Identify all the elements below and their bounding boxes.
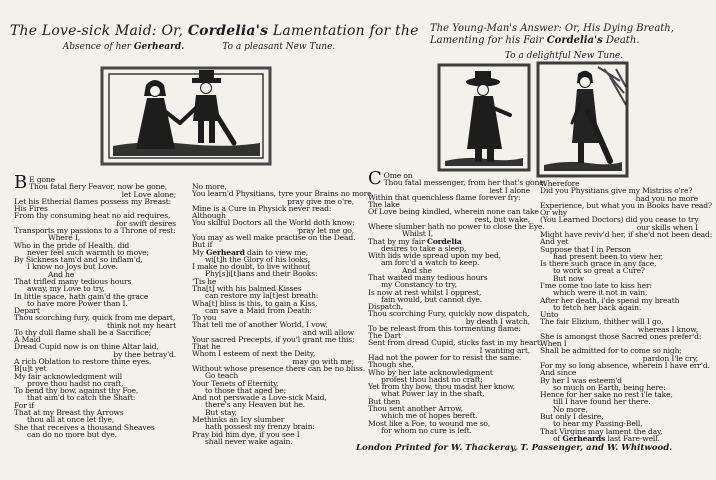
- verse-line: I make no doubt, to live without: [192, 262, 311, 272]
- verse-line: No more,: [553, 404, 588, 414]
- left-ballad-subtitle: Absence of her Gerheard.: [62, 42, 185, 52]
- verse-line: I'me come too late to kiss her:: [540, 280, 652, 290]
- mourner-woodcut-image: [536, 61, 629, 178]
- verse-line: Dispatch,: [368, 302, 404, 312]
- verse-line: whereas I know,: [637, 324, 698, 334]
- verse-line: Methinks an Icy slumber: [192, 415, 285, 424]
- verse-line: Without whose presence there can be no bliss.: [192, 364, 366, 374]
- verse-line: To you: [192, 313, 217, 323]
- verse-line: Pray bid him dye, if you see I: [192, 429, 300, 439]
- verse-line: In little space, hath gain'd the grace: [14, 291, 149, 301]
- verse-line: can do no more but dye.: [27, 429, 117, 439]
- verse-line: may go with me;: [292, 356, 354, 366]
- woman-figure: [136, 80, 180, 149]
- verse-line: A Maid: [14, 335, 41, 345]
- verse-line: Thou fatal messenger, from her that's gone,: [383, 178, 546, 188]
- verse-line: to work so great a Cure?: [553, 266, 645, 276]
- verse-line: No more,: [192, 182, 227, 191]
- verse-line: You learn'd Physitians, tyre your Brains no more,: [192, 189, 374, 199]
- left-ballad-title: The Love-sick Maid: Or, Cordelia's Lamentation for the: [10, 23, 419, 39]
- verse-line: Most like a Foe, to wound me so,: [368, 418, 491, 428]
- verse-line: Whom I esteem of next the Deity,: [192, 349, 316, 359]
- verse-line: Go teach: [205, 371, 239, 381]
- verse-line: what Power lay in the shaft,: [381, 389, 485, 399]
- verse-line: pray give me o're,: [287, 196, 354, 206]
- verse-line: You skilful Doctors all the World doth know;: [192, 218, 355, 228]
- verse-line: To be releast from this tormenting flame:: [368, 323, 521, 333]
- verse-line: From thy consuming heat no aid requires,: [14, 211, 171, 221]
- verse-line: thou all at once let flye,: [27, 415, 115, 425]
- verse-line: had present been to view her,: [553, 251, 663, 261]
- verse-line: Transports my passions to a Throne of rest:: [14, 225, 176, 235]
- verse-line: hath possest my frenzy brain:: [205, 422, 315, 432]
- verse-line: pardon I'le cry,: [642, 353, 698, 363]
- verse-line: lest I alone: [489, 185, 530, 195]
- verse-line: The lake: [368, 200, 400, 210]
- mourner-figure: [572, 71, 610, 163]
- verse-line: Whilst I,: [402, 229, 433, 239]
- verse-line: To bend thy bow, against thy Foe,: [14, 386, 139, 396]
- verse-column-answer-1: [368, 168, 546, 435]
- verse-line: Is there such grace in any face,: [540, 259, 657, 269]
- verse-line: Who by her late acknowledgment: [368, 367, 493, 377]
- verse-line: The Dart: [368, 331, 401, 341]
- verse-line: C Ome on: [368, 168, 413, 189]
- verse-line: think not my heart: [106, 320, 176, 330]
- verse-line: to hear my Passing-Bell,: [553, 419, 643, 429]
- verse-line: But if: [192, 240, 213, 250]
- verse-line: Thou scorching Fury, quickly now dispatch,: [368, 309, 530, 319]
- verse-line: For if: [14, 400, 34, 410]
- verse-line: profest thou hadst no craft;: [381, 374, 483, 384]
- verse-line: Although: [192, 211, 226, 221]
- verse-line: till I have found her there.: [553, 397, 651, 407]
- verse-line: Wherefore: [540, 179, 580, 188]
- verse-line: to those that aged be;: [205, 385, 287, 395]
- young-man-woodcut-image: [437, 63, 531, 172]
- right-ballad-title-line1: The Young-Man's Answer: Or, His Dying Breath,: [430, 23, 674, 34]
- verse-line: Tha[t] with his balmed Kisses: [192, 283, 302, 293]
- verse-line: I wanting art,: [479, 345, 530, 355]
- verse-line: That tell me of another World, I vow,: [192, 320, 328, 330]
- verse-line: by death I watch,: [465, 316, 530, 326]
- verse-line: Let his Etherial flames possess my Breast:: [14, 196, 172, 206]
- verse-line: which me of hopes bereft.: [381, 411, 478, 421]
- verse-line: let Love alone;: [121, 189, 176, 199]
- verse-line: Thou scorching fury, quick from me depart,: [14, 313, 176, 323]
- verse-column-maid-2: [192, 182, 374, 446]
- verse-line: That trifled many tedious hours: [14, 276, 132, 286]
- verse-line: Wha[t] bliss is this, to gain a Kiss,: [192, 298, 318, 308]
- verse-line: And not perswade a Love-sick Maid,: [192, 393, 327, 403]
- verse-line: Thou sent another Arrow,: [368, 404, 463, 413]
- right-ballad-tune-note: To a delightful New Tune.: [504, 51, 624, 61]
- drop-cap: B: [14, 172, 28, 193]
- verse-line: Did you Physitians give my Mistriss o're?: [540, 186, 693, 196]
- verse-line: Might have reviv'd her, if she'd not been dead:: [540, 229, 713, 239]
- verse-line: away, my Love to try,: [27, 284, 105, 294]
- verse-line: Of Love being kindled, wherein none can take: [368, 207, 539, 217]
- verse-line: After her death, i'de spend my breath: [540, 295, 680, 305]
- verse-line: But stay,: [205, 407, 237, 417]
- verse-line: But now: [553, 273, 584, 283]
- verse-line: Within that quenchless flame forever fry:: [368, 192, 521, 202]
- verse-column-maid-1: [14, 172, 192, 439]
- imprint-line: London Printed for W. Thackeray, T. Passenger, and W. Whitwood.: [356, 443, 673, 453]
- couple-woodcut-image: [100, 66, 272, 166]
- verse-line: my Constancy to try,: [381, 280, 457, 290]
- verse-line: That Virgins may lament the day,: [540, 426, 663, 436]
- verse-line: Or why: [540, 208, 568, 218]
- verse-line: My fair acknowledgment will: [14, 371, 123, 381]
- verse-line: for swift desires: [116, 218, 176, 228]
- verse-line: Phy[s]i[t]ians and their Books:: [205, 269, 318, 279]
- verse-line: Your sacred Precepts, if you'l grant me this;: [192, 334, 355, 344]
- verse-line: and will allow: [302, 327, 354, 337]
- verse-column-answer-2: [540, 180, 714, 442]
- verse-line: to have more Power than I.: [27, 298, 128, 308]
- verse-line: That at my Breast thy Arrows: [14, 408, 124, 417]
- left-ballad-tune-note: To a pleasant New Tune.: [222, 42, 336, 52]
- verse-line: Shall be admitted for to come so nigh;: [540, 346, 682, 356]
- verse-line: our skills when I: [636, 222, 698, 232]
- young-man-figure: [466, 71, 510, 162]
- verse-line: Your Tenets of Eternity,: [192, 378, 279, 388]
- verse-line: 'Tis he: [192, 276, 217, 286]
- verse-line: But only I desire,: [540, 412, 604, 421]
- verse-line: can restore my la[t]est breath:: [205, 291, 319, 301]
- verse-line: My Gerheard dain to view me,: [192, 247, 308, 257]
- verse-line: A rich Oblation to restore thine eyes.: [14, 357, 152, 367]
- verse-line: shall never wake again.: [205, 436, 293, 446]
- verse-line: Mine is a Cure in Physick never read:: [192, 203, 332, 213]
- verse-line: rest, but wake,: [474, 214, 530, 224]
- verse-line: Experience, but what you in Books have read?: [540, 200, 712, 210]
- man-figure: [180, 70, 234, 143]
- mourner-woodcut: [536, 61, 629, 178]
- verse-line: And he: [48, 269, 75, 279]
- verse-line: wi[t]h the Glory of his looks,: [205, 254, 310, 264]
- verse-line: And since: [540, 368, 577, 378]
- verse-line: am forc'd a watch to keep.: [381, 258, 480, 268]
- verse-line: But then: [368, 396, 401, 406]
- verse-line: Who in the pride of Health, did: [14, 240, 130, 250]
- verse-line: I know no Joys but Love.: [27, 262, 118, 272]
- verse-line: B E gone: [14, 172, 55, 193]
- verse-line: had you no more: [635, 193, 698, 203]
- verse-line: She is amongst those Sacred ones prefer'd:: [540, 331, 702, 341]
- verse-line: Suppose that I in Person: [540, 244, 631, 254]
- verse-line: which were it not in vain,: [553, 288, 648, 298]
- verse-line: Where slumber hath no power to close the Eye.: [368, 221, 545, 231]
- verse-line: With lids wide spread upon my bed,: [368, 251, 501, 261]
- verse-line: never feel such warmth to move;: [27, 247, 149, 257]
- verse-line: For my so long absence, wherein I have err'd.: [540, 361, 710, 371]
- verse-line: Where I,: [48, 233, 80, 243]
- verse-line: That he: [192, 342, 221, 352]
- verse-line: You may as well make practise on the Dead.: [192, 232, 356, 242]
- verse-line: of Gerheards last Fare-well.: [553, 433, 660, 443]
- verse-line: The fair Elizium, thither will I go,: [540, 317, 664, 327]
- verse-line: She that receives a thousand Sheaves: [14, 422, 155, 432]
- drop-cap: C: [368, 168, 382, 189]
- young-man-woodcut: [437, 63, 531, 172]
- verse-line: To thy dull flame shall be a Sacrifice;: [14, 327, 152, 337]
- verse-line: there's any Heaven but he.: [205, 400, 305, 410]
- verse-line: His Fires: [14, 204, 48, 214]
- verse-line: (You Learned Doctors) did you cease to try: [540, 215, 699, 225]
- verse-line: by thee betray'd.: [113, 349, 176, 359]
- couple-woodcut: [100, 66, 272, 166]
- verse-line: Hence for her sake no rest i'le take,: [540, 390, 673, 400]
- verse-line: that aim'd to catch the Shaft:: [27, 393, 136, 403]
- verse-line: Is now at rest whilst I opprest,: [368, 287, 482, 297]
- verse-line: Had not the power for to resist the same.: [368, 353, 522, 363]
- verse-line: prove thou hadst no craft,: [27, 378, 124, 388]
- verse-line: to fetch her back again.: [553, 302, 642, 312]
- verse-line: Yet from thy bow, thou madst her know,: [368, 382, 516, 392]
- left-ballad-subtitle-row: [10, 42, 388, 52]
- verse-line: By her I was esteem'd: [540, 375, 622, 385]
- verse-line: pray let me go,: [298, 225, 354, 235]
- verse-line: That by my fair Cordelia: [368, 236, 462, 246]
- verse-line: Sent from dread Cupid, sticks fast in my heart,: [368, 338, 542, 348]
- verse-line: That waited many tedious hours: [368, 272, 488, 282]
- verse-line: When I: [540, 339, 567, 349]
- verse-line: Though she,: [368, 360, 414, 370]
- verse-line: Dread Cupid now is on thine Altar laid,: [14, 342, 159, 352]
- verse-line: And she: [402, 265, 432, 275]
- left-ballad-header: [10, 23, 419, 52]
- verse-line: By Sickness tam'd and so inflam'd,: [14, 255, 143, 265]
- verse-line: can save a Maid from Death:: [205, 305, 312, 315]
- verse-line: fain would, but cannot dye.: [381, 294, 482, 304]
- verse-line: And yet: [540, 237, 569, 247]
- verse-line: Depart: [14, 306, 40, 316]
- verse-line: for whom no cure is left.: [381, 425, 472, 435]
- verse-line: Thou fatal fiery Feavor, now be gone,: [29, 182, 167, 192]
- verse-line: desires to take a sleep,: [381, 243, 467, 253]
- right-ballad-header: [430, 23, 698, 63]
- verse-line: so much on Earth, being here:: [553, 382, 666, 392]
- verse-line: Unto: [540, 310, 559, 320]
- verse-line: B[u]t yet: [14, 364, 47, 374]
- right-ballad-title-line2: Lamenting for his Fair Cordelia's Death.: [430, 34, 640, 46]
